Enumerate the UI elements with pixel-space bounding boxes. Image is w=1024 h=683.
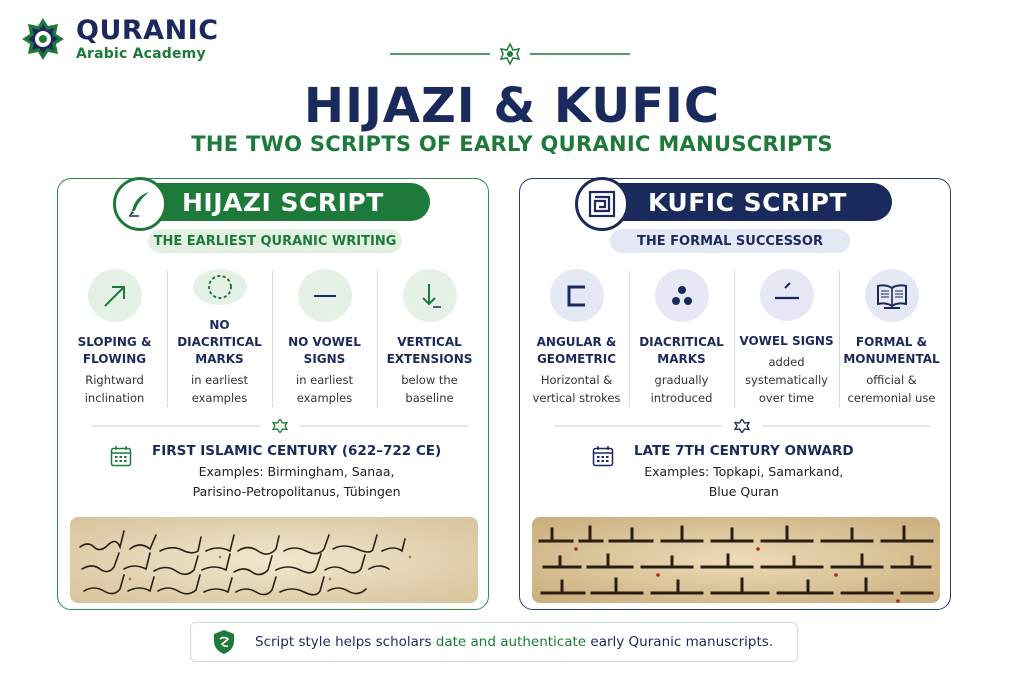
hijazi-examples: Parisino-Petropolitanus, Tübingen (192, 484, 401, 499)
dotted-circle-icon (193, 269, 247, 305)
quill-pen-icon (113, 177, 167, 231)
feature-desc: baseline (405, 391, 454, 405)
hijazi-tag: THE EARLIEST QURANIC WRITING (148, 229, 402, 253)
feature-desc: examples (191, 391, 248, 405)
calendar-icon (110, 445, 132, 467)
feature-title: VOWEL SIGNS (739, 334, 834, 348)
feature-title: VERTICAL (397, 335, 462, 349)
feature-no-diacritical (167, 267, 272, 407)
feature-desc: Rightward (85, 373, 144, 387)
feature-title: NO VOWEL (288, 335, 361, 349)
feature-desc: added (768, 355, 805, 369)
open-book-icon (865, 269, 919, 322)
kufic-panel (519, 178, 951, 610)
feature-desc: in earliest (296, 373, 353, 387)
feature-desc: Horizontal & (540, 373, 613, 387)
hijazi-panel (57, 178, 489, 610)
feature-diacritical (629, 267, 734, 407)
feature-sloping (62, 267, 167, 407)
feature-vertical-extensions (377, 267, 482, 407)
feature-title: NO DIACRITICAL (177, 318, 262, 349)
feature-title: FORMAL & (855, 335, 928, 349)
feature-title: MONUMENTAL (843, 352, 940, 366)
feature-desc: introduced (650, 391, 713, 405)
feature-desc: official & (866, 373, 917, 387)
kufic-examples: Examples: Topkapi, Samarkand, (644, 464, 844, 479)
feature-desc: inclination (84, 391, 145, 405)
kufic-examples: Blue Quran (708, 484, 779, 499)
feature-title: DIACRITICAL (639, 335, 724, 349)
hijazi-features (62, 267, 482, 407)
feature-title: SIGNS (303, 352, 346, 366)
three-dots-icon (655, 269, 709, 322)
header-ornament-icon (390, 42, 630, 66)
feature-title: MARKS (657, 352, 706, 366)
page-title: HIJAZI & KUFIC (303, 78, 721, 134)
feature-desc: examples (296, 391, 353, 405)
footer-text: early Quranic manuscripts. (586, 634, 774, 650)
logo-name: QURANIC (76, 15, 219, 46)
feature-angular (524, 267, 629, 407)
arrow-up-right-icon (88, 269, 142, 322)
feature-desc: ceremonial use (847, 391, 936, 405)
hijazi-examples: Examples: Birmingham, Sanaa, (198, 464, 395, 479)
feature-desc: systematically (745, 373, 828, 387)
academy-logo (20, 16, 219, 62)
shield-icon (213, 629, 235, 655)
kufic-manuscript-image (532, 517, 940, 603)
feature-no-vowel (272, 267, 377, 407)
footer-note (190, 622, 798, 662)
feature-title: MARKS (195, 352, 244, 366)
kufic-tag: THE FORMAL SUCCESSOR (610, 229, 850, 253)
star-divider-icon (554, 419, 930, 433)
footer-highlight: date and authenticate (435, 634, 587, 650)
logo-subtitle: Arabic Academy (76, 46, 206, 62)
feature-desc: vertical strokes (532, 391, 621, 405)
star-logo-icon (20, 16, 66, 62)
page-subtitle: THE TWO SCRIPTS OF EARLY QURANIC MANUSCRIPTS (191, 132, 833, 156)
feature-desc: gradually (654, 373, 709, 387)
calendar-icon (592, 445, 614, 467)
vowel-mark-icon (760, 269, 814, 321)
hijazi-manuscript-image (70, 517, 478, 603)
feature-desc: below the (401, 373, 458, 387)
hijazi-date (110, 443, 441, 502)
dash-icon (298, 269, 352, 322)
kufic-heading: KUFIC SCRIPT (606, 183, 892, 221)
feature-vowel-signs (734, 267, 839, 407)
feature-title: ANGULAR & (536, 335, 617, 349)
feature-title: EXTENSIONS (386, 352, 473, 366)
kufic-date-title: LATE 7TH CENTURY ONWARD (634, 443, 854, 459)
angular-bracket-icon (550, 269, 604, 322)
footer-text: Script style helps scholars (255, 634, 436, 650)
feature-title: FLOWING (82, 352, 147, 366)
kufic-date (592, 443, 854, 502)
feature-title: SLOPING & (77, 335, 152, 349)
arrow-down-icon (403, 269, 457, 322)
feature-title: GEOMETRIC (536, 352, 617, 366)
star-divider-icon (92, 419, 468, 433)
square-kufic-icon (575, 177, 629, 231)
hijazi-heading: HIJAZI SCRIPT (144, 183, 430, 221)
feature-formal (839, 267, 944, 407)
kufic-features (524, 267, 944, 407)
feature-desc: in earliest (191, 373, 248, 387)
feature-desc: over time (758, 391, 815, 405)
hijazi-date-title: FIRST ISLAMIC CENTURY (622–722 CE) (152, 443, 442, 459)
